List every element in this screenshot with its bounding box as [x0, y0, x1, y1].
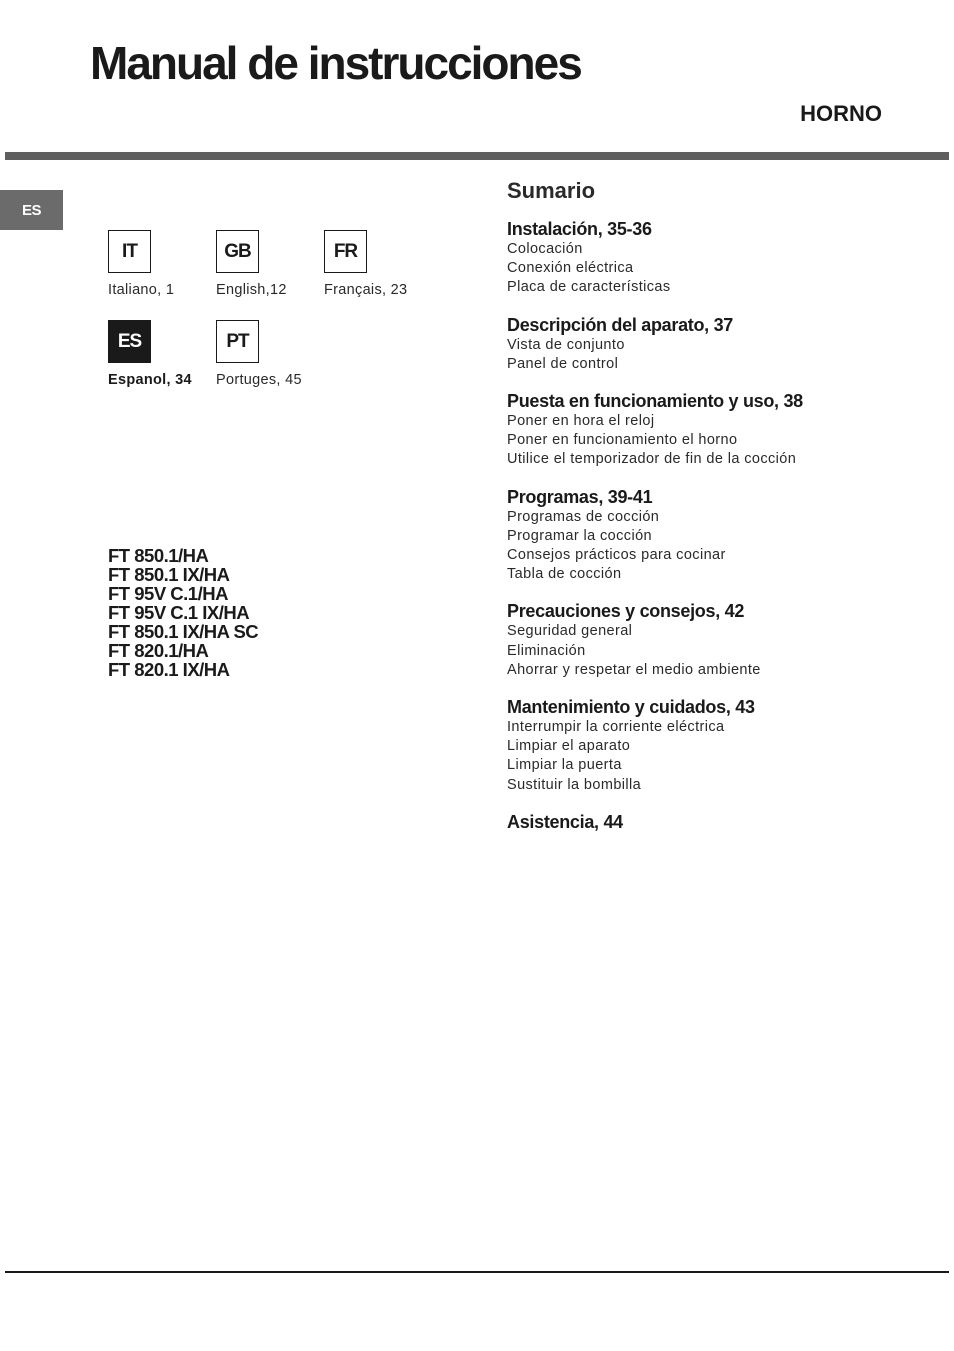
- language-label: Français, 23: [324, 282, 408, 298]
- toc-section-mantenimiento: [507, 696, 927, 795]
- language-code-box: GB: [216, 230, 259, 273]
- toc-item[interactable]: Sustituir la bombilla: [507, 776, 642, 793]
- toc-item[interactable]: Colocación: [507, 241, 583, 257]
- model-item: FT 95V C.1/HA: [108, 583, 228, 604]
- language-side-tab: ES: [0, 190, 63, 230]
- toc-item[interactable]: Poner en hora el reloj: [507, 413, 655, 430]
- toc-section-title[interactable]: Precauciones y consejos, 42: [507, 601, 745, 622]
- toc-item[interactable]: Programar la cocción: [507, 527, 652, 544]
- toc-item[interactable]: Conexión eléctrica: [507, 260, 634, 277]
- toc-section-title[interactable]: Puesta en funcionamiento y uso, 38: [507, 391, 803, 412]
- top-divider: [5, 152, 949, 160]
- toc-item[interactable]: Seguridad general: [507, 623, 633, 640]
- model-item: FT 850.1 IX/HA: [108, 564, 230, 585]
- toc-section-programas: [507, 486, 927, 585]
- language-label: Italiano, 1: [108, 282, 175, 298]
- toc-item[interactable]: Utilice el temporizador de fin de la cocción: [507, 451, 797, 468]
- toc-section-title[interactable]: Descripción del aparato, 37: [507, 314, 733, 335]
- language-label: Portuges, 45: [216, 372, 302, 388]
- language-code-box: PT: [216, 320, 259, 363]
- model-item: FT 820.1/HA: [108, 640, 209, 661]
- toc-section-instalacion: [507, 218, 927, 298]
- toc-section-precauciones: [507, 600, 927, 680]
- language-entry-fr[interactable]: [324, 230, 407, 298]
- toc-item[interactable]: Interrumpir la corriente eléctrica: [507, 719, 725, 736]
- language-entry-es[interactable]: [108, 320, 192, 388]
- language-entry-pt[interactable]: [216, 320, 302, 388]
- toc-section-title[interactable]: Asistencia, 44: [507, 811, 623, 832]
- language-code-box-active: ES: [108, 320, 151, 363]
- language-label-active: Espanol, 34: [108, 372, 192, 388]
- toc-item[interactable]: Programas de cocción: [507, 508, 660, 525]
- toc-item[interactable]: Tabla de cocción: [507, 566, 622, 583]
- model-item: FT 95V C.1 IX/HA: [108, 602, 250, 623]
- toc-section-title[interactable]: Mantenimiento y cuidados, 43: [507, 697, 755, 718]
- toc-section-title[interactable]: Instalación, 35-36: [507, 219, 652, 239]
- toc-item[interactable]: Consejos prácticos para cocinar: [507, 547, 726, 564]
- toc-item[interactable]: Limpiar el aparato: [507, 738, 631, 755]
- toc-section-descripcion: [507, 314, 927, 374]
- model-list: [108, 546, 258, 679]
- toc-item[interactable]: Poner en funcionamiento el horno: [507, 432, 738, 449]
- toc-heading: Sumario: [507, 178, 596, 203]
- table-of-contents: [507, 178, 927, 849]
- model-item: FT 820.1 IX/HA: [108, 659, 230, 680]
- language-code-box: IT: [108, 230, 151, 273]
- toc-section-puesta: [507, 390, 927, 470]
- toc-item[interactable]: Placa de características: [507, 279, 671, 296]
- product-type: HORNO: [800, 101, 882, 126]
- toc-item[interactable]: Ahorrar y respetar el medio ambiente: [507, 661, 761, 678]
- language-entry-it[interactable]: [108, 230, 174, 298]
- toc-section-title[interactable]: Programas, 39-41: [507, 486, 653, 507]
- bottom-divider: [5, 1271, 949, 1273]
- toc-item[interactable]: Vista de conjunto: [507, 336, 625, 353]
- toc-item[interactable]: Limpiar la puerta: [507, 757, 622, 774]
- toc-item[interactable]: Panel de control: [507, 355, 619, 372]
- toc-section-asistencia: [507, 811, 927, 833]
- language-code-box: FR: [324, 230, 367, 273]
- language-label: English,12: [216, 282, 287, 298]
- language-entry-gb[interactable]: [216, 230, 287, 298]
- toc-item[interactable]: Eliminación: [507, 642, 586, 659]
- model-item: FT 850.1/HA: [108, 545, 209, 566]
- model-item: FT 850.1 IX/HA SC: [108, 621, 259, 642]
- page-title: Manual de instrucciones: [90, 37, 581, 89]
